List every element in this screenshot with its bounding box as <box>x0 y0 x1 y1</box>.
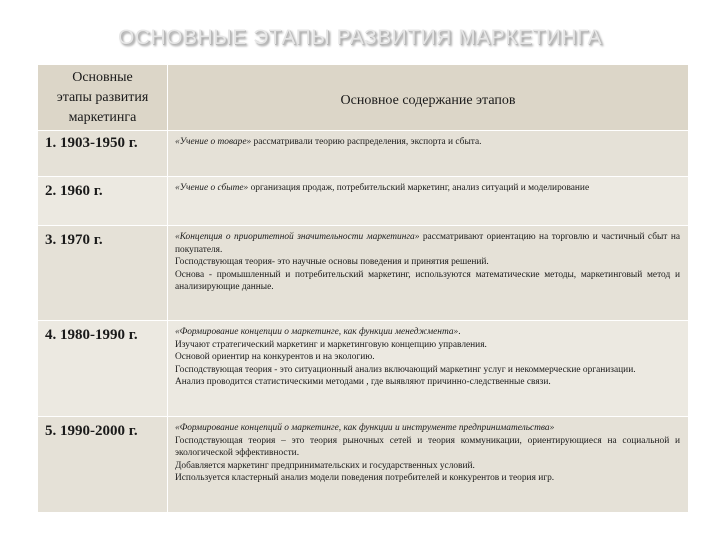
stage-period: 1. 1903-1950 г. <box>38 131 168 177</box>
stage-detail-line: Господствующая теория- это научные основы поведения и принятия решений. <box>175 257 489 267</box>
stage-concept: «Учение о товаре» <box>175 137 252 147</box>
stage-detail-line: Используется кластерный анализ модели поведения потребителей и конкурентов и теория игр. <box>175 473 555 483</box>
table-row <box>38 321 689 417</box>
table-header-row <box>38 65 689 131</box>
slide-title: ОСНОВНЫЕ ЭТАПЫ РАЗВИТИЯ МАРКЕТИНГА <box>117 26 602 49</box>
stage-description: рассматривали теорию распределения, экспорта и сбыта. <box>251 137 482 147</box>
table-row <box>38 226 689 321</box>
header-stages <box>38 65 168 131</box>
stage-detail-line: Господствующая теория - это ситуационный анализ включающий маркетинг услуг и некоммерческие организации. <box>175 364 636 375</box>
table-row <box>38 177 689 226</box>
stage-content <box>168 226 689 321</box>
marketing-stages-table <box>37 64 689 513</box>
header-stages-line: маркетинга <box>68 110 137 125</box>
stage-detail-line: Основой ориентир на конкурентов и на экологию. <box>175 352 375 362</box>
stage-content <box>168 177 689 226</box>
stage-detail-line: Добавляется маркетинг предпринимательских и государственных условий. <box>175 460 475 471</box>
table-row <box>38 131 689 177</box>
stage-detail-line: Анализ проводится статистическими методами , где выявляют причинно-следственные связи. <box>175 377 551 387</box>
header-stages-line: Основные <box>72 70 133 85</box>
stage-description: организация продаж, потребительский маркетинг, анализ ситуаций и моделирование <box>248 183 590 193</box>
stage-content <box>168 417 689 513</box>
stage-period: 2. 1960 г. <box>38 177 168 226</box>
stage-period: 4. 1980-1990 г. <box>38 321 168 417</box>
stage-detail-line: Основа - промышленный и потребительский маркетинг, используются математические методы, маркетинговый метод и анализирующие данные. <box>175 269 680 292</box>
stage-concept: «Учение о сбыте» <box>175 183 249 193</box>
stage-concept: «Формирование концепций о маркетинге, как функции и инструменте предпринимательства» <box>175 423 555 433</box>
stage-concept: «Концепция о приоритетной значительности маркетинга» <box>175 232 420 242</box>
stage-detail-line: Господствующая теория – это теория рыночных сетей и теория коммуникации, ориентирующиеся на социальной и экологической эффективности. <box>175 435 680 458</box>
header-content: Основное содержание этапов <box>168 65 689 131</box>
stage-description: рассматривают ориентацию на торговлю и частичный сбыт на покупателя. <box>175 232 680 255</box>
stage-period: 5. 1990-2000 г. <box>38 417 168 513</box>
stage-detail-line: Изучают стратегический маркетинг и маркетинговую концепцию управления. <box>175 339 487 350</box>
table-row <box>38 417 689 513</box>
stage-concept: «Формирование концепции о маркетинге, как функции менеджмента» <box>175 327 459 337</box>
stage-description: . <box>458 327 461 337</box>
stage-period: 3. 1970 г. <box>38 226 168 321</box>
stage-content <box>168 131 689 177</box>
header-stages-line: этапы развития <box>56 90 149 105</box>
stage-content <box>168 321 689 417</box>
